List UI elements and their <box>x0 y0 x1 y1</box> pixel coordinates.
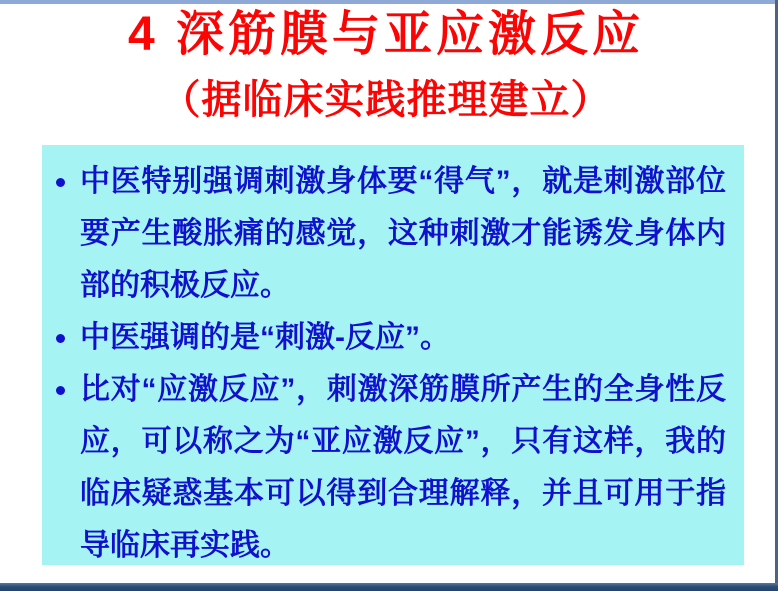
slide-title: 4 深筋膜与亚应激反应 <box>127 8 645 61</box>
slide-subtitle: （据临床实践推理建立） <box>160 78 612 122</box>
bullet-dot <box>56 386 65 395</box>
bullet-text: 中医特别强调刺激身体要“得气”，就是刺激部位要产生酸胀痛的感觉，这种刺激才能诱发身体内部的积极反应。 <box>80 165 726 302</box>
bullet-item <box>42 312 726 364</box>
window-top-bar <box>0 0 778 4</box>
content-box <box>42 145 744 565</box>
bullet-dot <box>56 178 65 187</box>
bullet-text: 中医强调的是“刺激-反应”。 <box>80 321 450 354</box>
bullet-dot <box>56 334 65 343</box>
bullet-item <box>42 364 726 572</box>
bullet-text: 比对“应激反应”，刺激深筋膜所产生的全身性反应，可以称之为“亚应激反应”，只有这样，我的临床疑惑基本可以得到合理解释，并且可用于指导临床再实践。 <box>80 373 726 562</box>
bullet-item <box>42 156 726 312</box>
window-bottom-bar <box>0 583 778 591</box>
